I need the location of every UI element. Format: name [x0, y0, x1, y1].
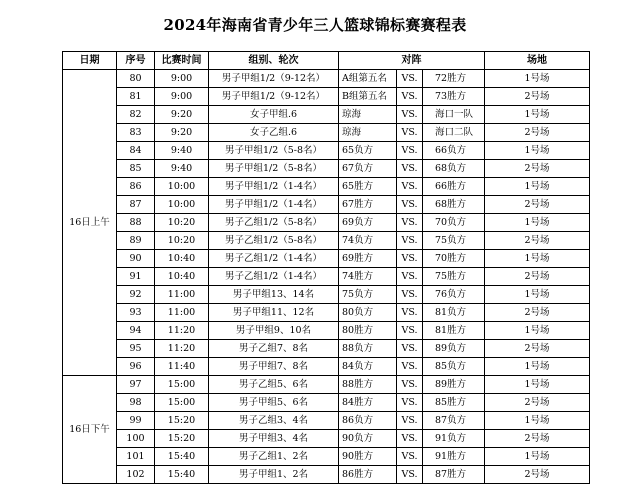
- cell-seq: 85: [117, 160, 155, 178]
- cell-vs: VS.: [397, 358, 423, 376]
- cell-time: 10:40: [155, 250, 209, 268]
- cell-vs: VS.: [397, 376, 423, 394]
- cell-venue: 2号场: [485, 304, 590, 322]
- cell-team-a: 75负方: [339, 286, 397, 304]
- cell-team-a: 74胜方: [339, 268, 397, 286]
- cell-group: 女子甲组.6: [209, 106, 339, 124]
- table-row: [63, 268, 590, 286]
- cell-seq: 97: [117, 376, 155, 394]
- cell-team-a: 84负方: [339, 358, 397, 376]
- cell-group: 男子乙组1/2（1-4名）: [209, 268, 339, 286]
- table-row: [63, 214, 590, 232]
- cell-vs: VS.: [397, 232, 423, 250]
- date-afternoon: 16日下午: [63, 376, 117, 484]
- cell-team-a: 65负方: [339, 142, 397, 160]
- cell-time: 15:00: [155, 376, 209, 394]
- cell-time: 10:00: [155, 178, 209, 196]
- cell-group: 男子甲组5、6名: [209, 394, 339, 412]
- cell-team-a: 67胜方: [339, 196, 397, 214]
- table-row: [63, 142, 590, 160]
- cell-vs: VS.: [397, 214, 423, 232]
- cell-time: 9:00: [155, 88, 209, 106]
- cell-group: 男子乙组1、2名: [209, 448, 339, 466]
- cell-team-a: 69胜方: [339, 250, 397, 268]
- cell-time: 9:00: [155, 70, 209, 88]
- cell-time: 15:20: [155, 430, 209, 448]
- cell-group: 男子甲组1/2（1-4名）: [209, 196, 339, 214]
- table-row: [63, 106, 590, 124]
- cell-vs: VS.: [397, 178, 423, 196]
- cell-venue: 1号场: [485, 286, 590, 304]
- cell-venue: 2号场: [485, 232, 590, 250]
- cell-team-b: 81胜方: [423, 322, 485, 340]
- cell-time: 11:40: [155, 358, 209, 376]
- cell-group: 女子乙组.6: [209, 124, 339, 142]
- cell-team-a: 90胜方: [339, 448, 397, 466]
- cell-seq: 91: [117, 268, 155, 286]
- cell-seq: 84: [117, 142, 155, 160]
- cell-team-a: 67负方: [339, 160, 397, 178]
- cell-venue: 2号场: [485, 88, 590, 106]
- cell-team-b: 87负方: [423, 412, 485, 430]
- header-venue: 场地: [485, 52, 590, 70]
- cell-vs: VS.: [397, 268, 423, 286]
- cell-team-a: 80负方: [339, 304, 397, 322]
- cell-group: 男子甲组11、12名: [209, 304, 339, 322]
- header-seq: 序号: [117, 52, 155, 70]
- cell-team-a: 80胜方: [339, 322, 397, 340]
- cell-venue: 1号场: [485, 358, 590, 376]
- cell-venue: 1号场: [485, 70, 590, 88]
- header-date: 日期: [63, 52, 117, 70]
- cell-group: 男子甲组7、8名: [209, 358, 339, 376]
- cell-group: 男子乙组5、6名: [209, 376, 339, 394]
- cell-vs: VS.: [397, 70, 423, 88]
- table-row: [63, 286, 590, 304]
- cell-vs: VS.: [397, 106, 423, 124]
- table-row: [63, 322, 590, 340]
- cell-seq: 86: [117, 178, 155, 196]
- cell-time: 11:20: [155, 322, 209, 340]
- cell-time: 10:40: [155, 268, 209, 286]
- table-row: [63, 250, 590, 268]
- cell-group: 男子甲组1、2名: [209, 466, 339, 484]
- cell-vs: VS.: [397, 88, 423, 106]
- cell-vs: VS.: [397, 466, 423, 484]
- cell-venue: 2号场: [485, 196, 590, 214]
- cell-time: 15:40: [155, 466, 209, 484]
- cell-team-b: 89胜方: [423, 376, 485, 394]
- cell-vs: VS.: [397, 412, 423, 430]
- table-row: [63, 70, 590, 88]
- cell-seq: 81: [117, 88, 155, 106]
- table-row: [63, 412, 590, 430]
- cell-vs: VS.: [397, 448, 423, 466]
- cell-venue: 2号场: [485, 160, 590, 178]
- cell-time: 9:20: [155, 124, 209, 142]
- cell-seq: 96: [117, 358, 155, 376]
- table-row: [63, 196, 590, 214]
- cell-venue: 1号场: [485, 106, 590, 124]
- cell-team-a: A组第五名: [339, 70, 397, 88]
- cell-group: 男子甲组9、10名: [209, 322, 339, 340]
- cell-seq: 95: [117, 340, 155, 358]
- cell-venue: 1号场: [485, 250, 590, 268]
- table-row: [63, 232, 590, 250]
- cell-team-b: 70负方: [423, 214, 485, 232]
- cell-venue: 1号场: [485, 412, 590, 430]
- header-time: 比赛时间: [155, 52, 209, 70]
- cell-vs: VS.: [397, 304, 423, 322]
- table-row: [63, 160, 590, 178]
- cell-team-a: B组第五名: [339, 88, 397, 106]
- cell-seq: 100: [117, 430, 155, 448]
- cell-team-b: 68胜方: [423, 196, 485, 214]
- cell-venue: 1号场: [485, 214, 590, 232]
- cell-team-b: 68负方: [423, 160, 485, 178]
- cell-group: 男子乙组1/2（5-8名）: [209, 232, 339, 250]
- cell-team-b: 66负方: [423, 142, 485, 160]
- cell-vs: VS.: [397, 160, 423, 178]
- cell-seq: 92: [117, 286, 155, 304]
- table-row: [63, 376, 590, 394]
- cell-team-b: 72胜方: [423, 70, 485, 88]
- cell-venue: 2号场: [485, 394, 590, 412]
- cell-venue: 2号场: [485, 430, 590, 448]
- schedule-body: [63, 70, 590, 484]
- cell-vs: VS.: [397, 394, 423, 412]
- cell-team-b: 73胜方: [423, 88, 485, 106]
- cell-time: 15:00: [155, 394, 209, 412]
- cell-venue: 2号场: [485, 268, 590, 286]
- cell-team-a: 74负方: [339, 232, 397, 250]
- cell-team-b: 81负方: [423, 304, 485, 322]
- cell-team-a: 84胜方: [339, 394, 397, 412]
- cell-group: 男子乙组3、4名: [209, 412, 339, 430]
- cell-seq: 94: [117, 322, 155, 340]
- cell-seq: 87: [117, 196, 155, 214]
- cell-team-b: 66胜方: [423, 178, 485, 196]
- cell-team-b: 70胜方: [423, 250, 485, 268]
- cell-venue: 1号场: [485, 448, 590, 466]
- cell-team-a: 90负方: [339, 430, 397, 448]
- cell-seq: 90: [117, 250, 155, 268]
- cell-seq: 80: [117, 70, 155, 88]
- cell-time: 9:20: [155, 106, 209, 124]
- cell-seq: 93: [117, 304, 155, 322]
- cell-vs: VS.: [397, 286, 423, 304]
- cell-time: 15:20: [155, 412, 209, 430]
- cell-team-b: 91负方: [423, 430, 485, 448]
- table-row: [63, 88, 590, 106]
- cell-group: 男子甲组13、14名: [209, 286, 339, 304]
- cell-group: 男子甲组1/2（9-12名）: [209, 70, 339, 88]
- cell-team-b: 海口二队: [423, 124, 485, 142]
- cell-seq: 82: [117, 106, 155, 124]
- table-row: [63, 178, 590, 196]
- cell-team-a: 琼海: [339, 124, 397, 142]
- table-row: [63, 304, 590, 322]
- cell-team-a: 86胜方: [339, 466, 397, 484]
- schedule-table: [62, 51, 590, 484]
- cell-team-b: 91胜方: [423, 448, 485, 466]
- cell-time: 11:20: [155, 340, 209, 358]
- cell-time: 10:20: [155, 214, 209, 232]
- cell-seq: 88: [117, 214, 155, 232]
- cell-seq: 89: [117, 232, 155, 250]
- cell-group: 男子甲组1/2（5-8名）: [209, 142, 339, 160]
- cell-team-b: 75胜方: [423, 268, 485, 286]
- cell-group: 男子乙组1/2（1-4名）: [209, 250, 339, 268]
- cell-time: 9:40: [155, 160, 209, 178]
- cell-time: 10:20: [155, 232, 209, 250]
- table-row: [63, 394, 590, 412]
- cell-seq: 102: [117, 466, 155, 484]
- cell-time: 10:00: [155, 196, 209, 214]
- cell-time: 11:00: [155, 304, 209, 322]
- cell-vs: VS.: [397, 196, 423, 214]
- cell-team-b: 76负方: [423, 286, 485, 304]
- cell-team-b: 海口一队: [423, 106, 485, 124]
- header-group: 组别、轮次: [209, 52, 339, 70]
- cell-team-b: 85胜方: [423, 394, 485, 412]
- cell-vs: VS.: [397, 142, 423, 160]
- cell-vs: VS.: [397, 250, 423, 268]
- cell-group: 男子乙组1/2（5-8名）: [209, 214, 339, 232]
- table-row: [63, 358, 590, 376]
- cell-team-a: 86负方: [339, 412, 397, 430]
- cell-seq: 98: [117, 394, 155, 412]
- cell-venue: 1号场: [485, 376, 590, 394]
- cell-seq: 99: [117, 412, 155, 430]
- table-row: [63, 466, 590, 484]
- table-row: [63, 340, 590, 358]
- cell-team-a: 69负方: [339, 214, 397, 232]
- cell-time: 15:40: [155, 448, 209, 466]
- cell-team-b: 75负方: [423, 232, 485, 250]
- date-morning: 16日上午: [63, 70, 117, 376]
- cell-vs: VS.: [397, 322, 423, 340]
- cell-time: 11:00: [155, 286, 209, 304]
- table-row: [63, 124, 590, 142]
- cell-team-a: 65胜方: [339, 178, 397, 196]
- cell-group: 男子甲组1/2（5-8名）: [209, 160, 339, 178]
- table-row: [63, 430, 590, 448]
- cell-seq: 83: [117, 124, 155, 142]
- cell-team-a: 88负方: [339, 340, 397, 358]
- cell-group: 男子甲组1/2（9-12名）: [209, 88, 339, 106]
- cell-team-a: 琼海: [339, 106, 397, 124]
- header-matchup: 对阵: [339, 52, 485, 70]
- cell-vs: VS.: [397, 124, 423, 142]
- table-header-row: [63, 52, 590, 70]
- page-title: 2024年海南省青少年三人篮球锦标赛赛程表: [163, 16, 467, 34]
- cell-vs: VS.: [397, 340, 423, 358]
- cell-team-b: 87胜方: [423, 466, 485, 484]
- cell-group: 男子甲组1/2（1-4名）: [209, 178, 339, 196]
- cell-team-b: 85负方: [423, 358, 485, 376]
- cell-venue: 2号场: [485, 124, 590, 142]
- table-row: [63, 448, 590, 466]
- cell-venue: 2号场: [485, 466, 590, 484]
- cell-team-b: 89负方: [423, 340, 485, 358]
- cell-team-a: 88胜方: [339, 376, 397, 394]
- cell-time: 9:40: [155, 142, 209, 160]
- cell-venue: 1号场: [485, 322, 590, 340]
- cell-venue: 1号场: [485, 178, 590, 196]
- cell-group: 男子乙组7、8名: [209, 340, 339, 358]
- cell-group: 男子甲组3、4名: [209, 430, 339, 448]
- cell-vs: VS.: [397, 430, 423, 448]
- cell-venue: 1号场: [485, 142, 590, 160]
- cell-seq: 101: [117, 448, 155, 466]
- cell-venue: 2号场: [485, 340, 590, 358]
